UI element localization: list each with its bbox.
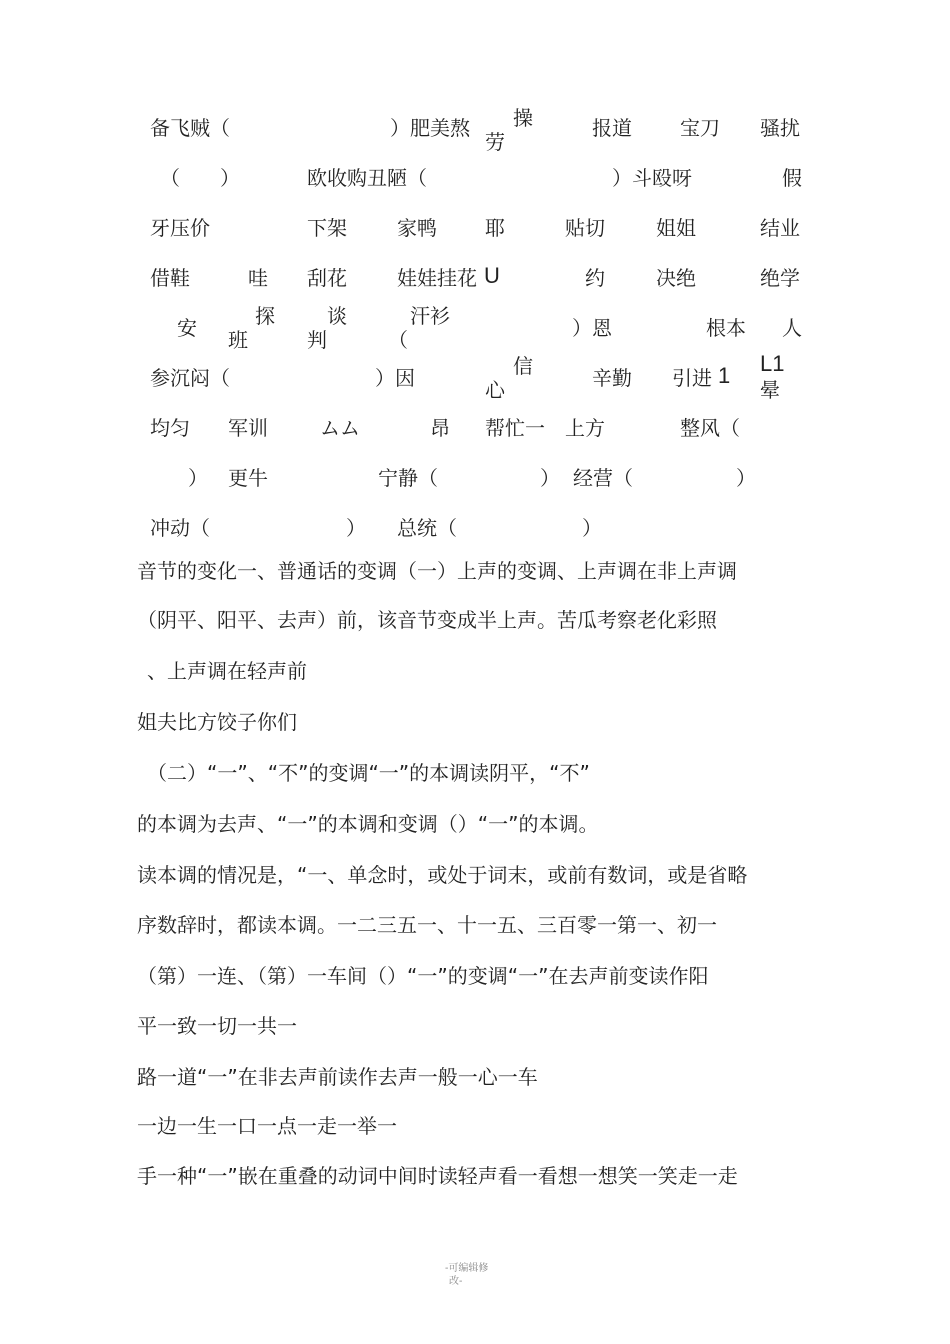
grid-word: 根本 [706, 316, 746, 340]
grid-word: 刮花 [307, 266, 347, 290]
body-line: 手一种“一”嵌在重叠的动词中间时读轻声看一看想一想笑一笑走一走 [137, 1164, 738, 1188]
grid-word: 探 [255, 304, 275, 328]
grid-word: ）恩 [572, 316, 612, 340]
grid-word: ） [582, 516, 602, 540]
grid-word: （ [160, 166, 180, 190]
footer-line: 改- [449, 1276, 463, 1287]
grid-word: 绝学 [760, 266, 800, 290]
grid-word: ） [540, 466, 560, 490]
grid-word: 牙压价 [150, 216, 210, 240]
grid-word: ）肥美熬 [390, 116, 470, 140]
grid-word: 判 [307, 328, 327, 352]
grid-word: ムム [320, 416, 360, 440]
grid-word: 引进 [672, 366, 712, 390]
body-line: 音节的变化一、普通话的变调（一）上声的变调、上声调在非上声调 [137, 559, 737, 583]
body-line: 读本调的情况是，“一、单念时，或处于词末，或前有数词，或是省略 [137, 863, 748, 887]
grid-word: ） [220, 166, 240, 190]
grid-word: 心 [485, 378, 505, 402]
grid-word: ） [188, 466, 208, 490]
grid-word: 帮忙一 [485, 416, 545, 440]
grid-word: 辛勤 [592, 366, 632, 390]
grid-word: 班 [228, 328, 248, 352]
grid-word: 决绝 [656, 266, 696, 290]
grid-word: 经营（ [573, 466, 633, 490]
grid-word: 哇 [248, 266, 268, 290]
body-line: 的本调为去声、“一”的本调和变调（）“一”的本调。 [137, 812, 599, 836]
grid-word: 宝刀 [680, 116, 720, 140]
body-line: 、上声调在轻声前 [147, 659, 307, 683]
body-line: 平一致一切一共一 [137, 1014, 297, 1038]
grid-word: 整风（ [680, 416, 740, 440]
grid-word: 假 [782, 166, 802, 190]
body-line: 一边一生一口一点一走一举一 [137, 1114, 397, 1138]
body-line: （第）一连、（第）一车间（）“一”的变调“一”在去声前变读作阳 [137, 964, 709, 988]
grid-word: 昂 [430, 416, 450, 440]
body-line: （阴平、阳平、去声）前，该音节变成半上声。苦瓜考察老化彩照 [137, 608, 717, 632]
grid-word: 骚扰 [760, 116, 800, 140]
grid-word: 劳 [485, 130, 505, 154]
grid-word: 信 [513, 354, 533, 378]
grid-word: 约 [585, 266, 605, 290]
grid-word: L1 [760, 351, 785, 376]
grid-word: 备飞贼（ [150, 116, 230, 140]
grid-word: 人 [782, 316, 802, 340]
grid-word: 晕 [760, 378, 780, 402]
grid-word: 安 [177, 316, 197, 340]
grid-word: 姐姐 [656, 216, 696, 240]
grid-word: 谈 [327, 304, 347, 328]
grid-word: （ [388, 328, 408, 352]
grid-word: ）斗殴呀 [612, 166, 692, 190]
grid-word: 结业 [760, 216, 800, 240]
grid-word: 下架 [307, 216, 347, 240]
grid-word: ）因 [375, 366, 415, 390]
grid-word: U [484, 263, 500, 288]
grid-word: 冲动（ [150, 516, 210, 540]
grid-word: ） [346, 516, 366, 540]
grid-word: 娃娃挂花 [397, 266, 477, 290]
grid-word: ） [736, 466, 756, 490]
grid-word: 贴切 [565, 216, 605, 240]
footer-line: -可编辑修 [445, 1263, 489, 1274]
body-line: （二）“一”、“不”的变调“一”的本调读阴平，“不” [147, 761, 590, 785]
grid-word: 耶 [485, 216, 505, 240]
grid-word: 均匀 [150, 416, 190, 440]
grid-word: 参沉闷（ [150, 366, 230, 390]
grid-word: 更牛 [228, 466, 268, 490]
body-line: 姐夫比方饺子你们 [137, 710, 297, 734]
grid-word: 欧收购丑陋（ [307, 166, 427, 190]
grid-word: 宁静（ [378, 466, 438, 490]
grid-word: 借鞋 [150, 266, 190, 290]
grid-word: 1 [718, 363, 731, 388]
page-footer [445, 1262, 488, 1288]
body-line: 路一道“一”在非去声前读作去声一般一心一车 [137, 1065, 538, 1089]
grid-word: 总统（ [397, 516, 457, 540]
body-line: 序数辞时，都读本调。一二三五一、十一五、三百零一第一、初一 [137, 913, 717, 937]
grid-word: 操 [513, 106, 533, 130]
grid-word: 军训 [228, 416, 268, 440]
grid-word: 汗衫 [410, 304, 450, 328]
grid-word: 报道 [592, 116, 632, 140]
grid-word: 家鸭 [397, 216, 437, 240]
grid-word: 上方 [565, 416, 605, 440]
